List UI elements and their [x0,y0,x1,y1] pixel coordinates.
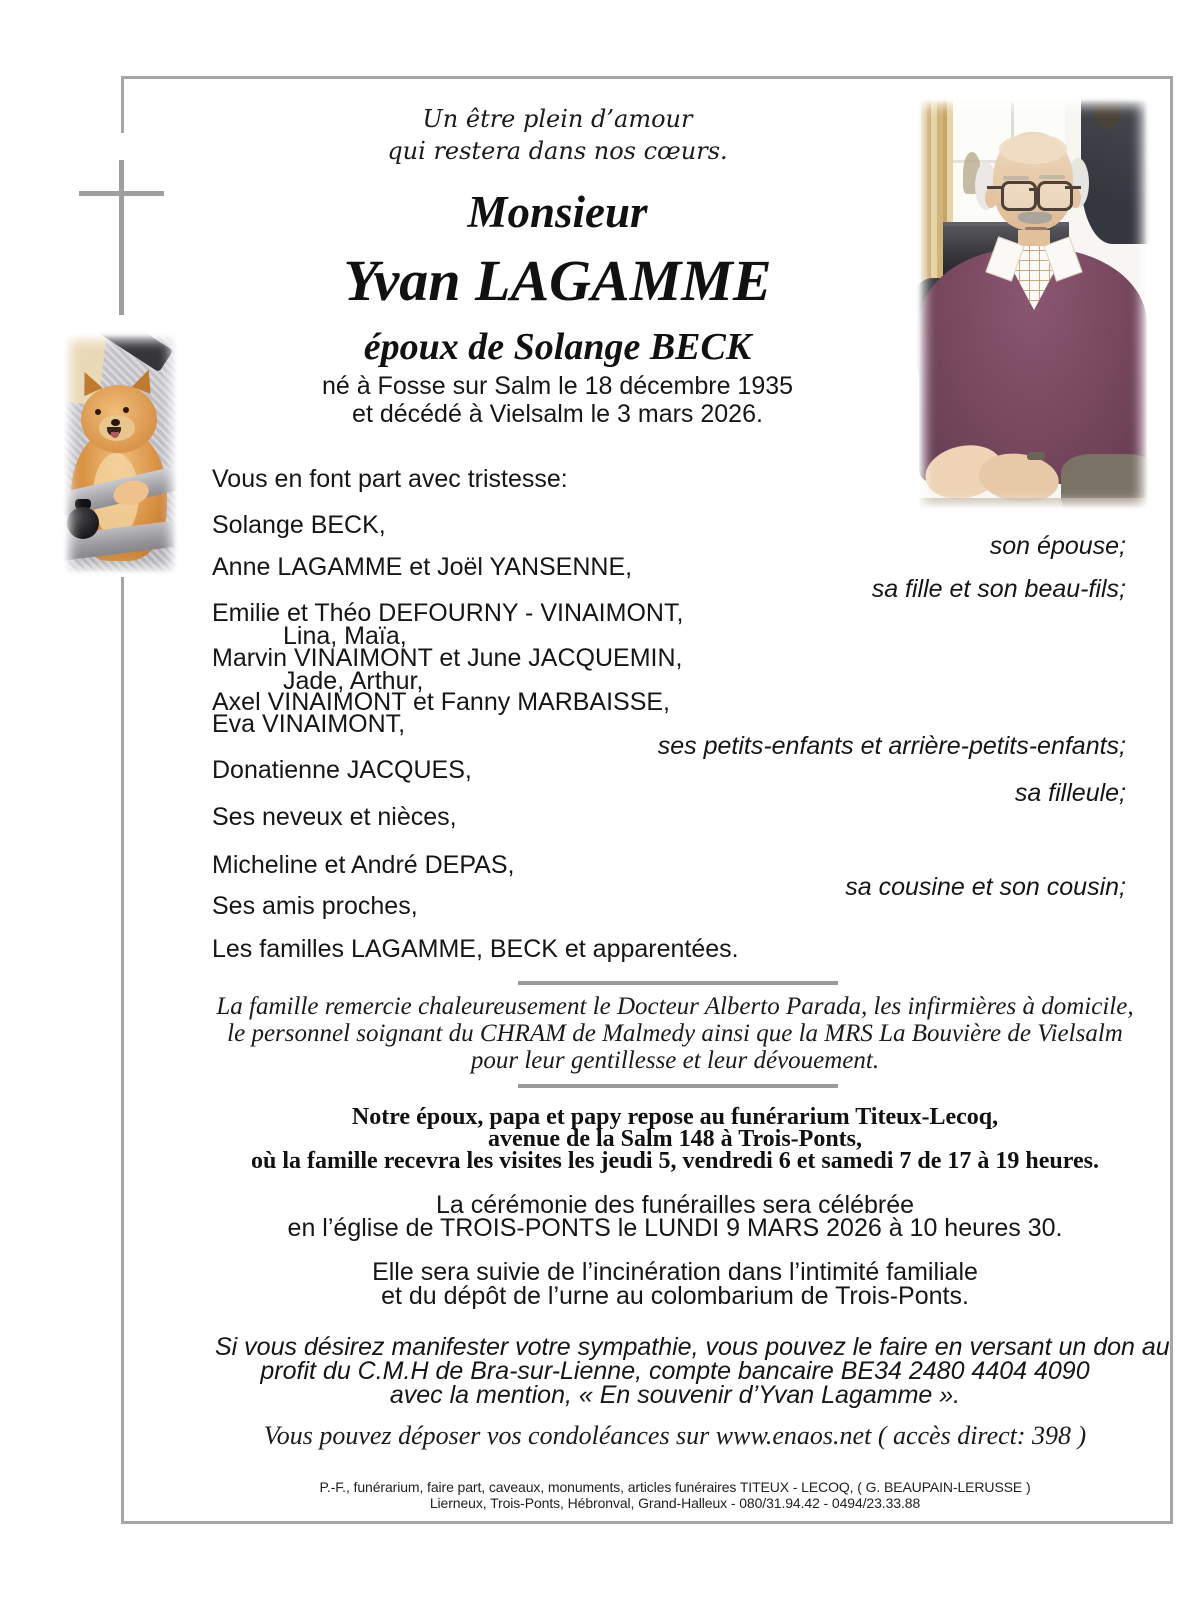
family-name-indented: Jade, Arthur, [283,667,424,695]
donation-line: avec la mention, « En souvenir d’Yvan Lagamme ». [389,1381,961,1409]
family-name: Solange BECK, [212,511,386,539]
thanks-line: pour leur gentillesse et leur dévouement. [470,1047,880,1074]
funeral-home-line: où la famille recevra les visites les jeudi 5, vendredi 6 et samedi 7 de 17 à 19 heures. [251,1148,1099,1174]
family-name: Marvin VINAIMONT et June JACQUEMIN, [212,644,683,672]
photo-feather-edge [915,96,1151,512]
portrait-photo [915,96,1151,512]
border-gap-below-cross [117,314,128,332]
thanks-line: le personnel soignant du CHRAM de Malmedy ainsi que la MRS La Bouvière de Vielsalm [227,1020,1123,1047]
ceremony-line: en l’église de TROIS-PONTS le LUNDI 9 MARS 2026 à 10 heures 30. [287,1214,1063,1242]
deceased-name: Yvan LAGAMME [343,248,772,313]
condolences-line: Vous pouvez déposer vos condoléances sur www.enaos.net ( accès direct: 398 ) [263,1421,1087,1450]
cremation-line: Elle sera suivie de l’incinération dans l’intimité familiale [372,1258,978,1286]
spouse-line: époux de Solange BECK [363,326,752,368]
family-name: Emilie et Théo DEFOURNY - VINAIMONT, [212,599,684,627]
section-divider [518,1084,838,1088]
family-closing: Les familles LAGAMME, BECK et apparentées. [212,935,739,963]
death-line: et décédé à Vielsalm le 3 mars 2026. [352,400,763,428]
photo-feather-edge [61,331,180,577]
family-name: Ses amis proches, [212,892,418,920]
family-name: Donatienne JACQUES, [212,756,472,784]
family-intro: Vous en font part avec tristesse: [212,465,568,493]
funeral-home-line: avenue de la Salm 148 à Trois-Ponts, [487,1126,863,1152]
family-name-indented: Lina, Maïa, [283,622,407,650]
family-name: Micheline et André DEPAS, [212,851,515,879]
memorial-cross-bar [79,191,164,196]
family-relation: sa fille et son beau-fils; [871,575,1126,603]
memorial-quote-line-2: qui restera dans nos cœurs. [387,137,728,165]
thanks-line: La famille remercie chaleureusement le Docteur Alberto Parada, les infirmières à domicile, [216,993,1134,1020]
family-name: Axel VINAIMONT et Fanny MARBAISSE, [212,688,671,716]
title-civility: Monsieur [467,187,648,237]
footer-undertaker-line: P.-F., funérarium, faire part, caveaux, monuments, articles funéraires TITEUX - LECOQ, ( G. BEAUPAIN-LERUSSE ) [319,1479,1031,1495]
ceremony-line: La cérémonie des funérailles sera célébrée [435,1191,915,1219]
dog-photo [61,331,180,577]
cremation-line: et du dépôt de l’urne au colombarium de Trois-Ponts. [381,1282,969,1310]
memorial-cross-icon [119,160,124,315]
donation-line: profit du C.M.H de Bra-sur-Lienne, compte bancaire BE34 2480 4404 4090 [260,1357,1090,1385]
family-name: Anne LAGAMME et Joël YANSENNE, [212,553,633,581]
family-name: Eva VINAIMONT, [212,710,406,738]
section-divider [518,981,838,985]
footer-contact-line: Lierneux, Trois-Ponts, Hébronval, Grand-Halleux - 080/31.94.42 - 0494/23.33.88 [429,1495,921,1511]
border-gap-above-cross [117,133,128,160]
family-relation: ses petits-enfants et arrière-petits-enfants; [657,732,1126,760]
family-relation: sa filleule; [1014,779,1126,807]
birth-line: né à Fosse sur Salm le 18 décembre 1935 [321,372,794,400]
family-name: Ses neveux et nièces, [212,803,457,831]
funeral-home-line: Notre époux, papa et papy repose au funérarium Titeux-Lecoq, [351,1104,999,1130]
memorial-quote-line-1: Un être plein d’amour [422,105,693,133]
family-relation: son épouse; [989,532,1126,560]
donation-line: Si vous désirez manifester votre sympathie, vous pouvez le faire en versant un don au [215,1333,1170,1361]
family-relation: sa cousine et son cousin; [845,873,1126,901]
